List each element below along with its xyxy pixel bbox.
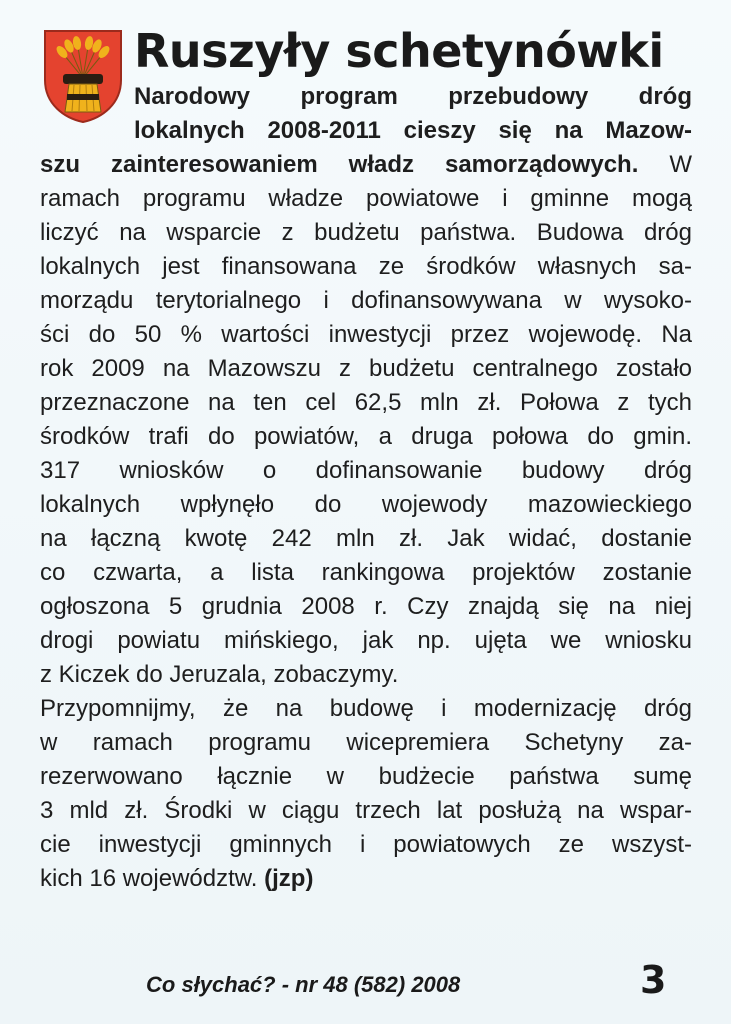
lead-end-line <box>40 148 692 182</box>
body-line <box>40 488 692 522</box>
body-line <box>40 284 692 318</box>
body-line-text: lokalnych jest finansowana ze środków własnych sa- <box>40 253 692 280</box>
body-line <box>40 624 692 658</box>
body-line <box>40 250 692 284</box>
body-line <box>40 692 692 726</box>
body-line-text: cie inwestycji gminnych i powiatowych ze wszyst- <box>40 831 692 858</box>
body-line <box>40 556 692 590</box>
article-title: Ruszyły schetynówki <box>134 24 664 78</box>
body-line-text: z Kiczek do Jeruzala, zobaczymy. <box>40 661 399 688</box>
body-line-text: na łączną kwotę 242 mln zł. Jak widać, dostanie <box>40 525 692 552</box>
body-line-text: 3 mld zł. Środki w ciągu trzech lat posłużą na wspar- <box>40 797 692 824</box>
body-line <box>40 454 692 488</box>
body-line-text: drogi powiatu mińskiego, jak np. ujęta we wniosku <box>40 627 692 654</box>
lead-line: Narodowy program przebudowy dróg <box>134 83 692 110</box>
first-line-tail: W <box>638 151 692 178</box>
body-line <box>40 522 692 556</box>
body-line-text: 317 wniosków o dofinansowanie budowy dróg <box>40 457 692 484</box>
body-line <box>40 420 692 454</box>
body-line <box>40 216 692 250</box>
body-line-text: morządu terytorialnego i dofinansowywana w wysoko- <box>40 287 692 314</box>
body-line-text: środków trafi do powiatów, a druga połowa do gmin. <box>40 423 692 450</box>
coat-of-arms-icon <box>42 28 124 124</box>
lead-line: lokalnych 2008-2011 cieszy się na Mazow- <box>134 117 692 144</box>
body-line <box>40 352 692 386</box>
body-line-text: Przypomnijmy, że na budowę i modernizację dróg <box>40 695 692 722</box>
body-line <box>40 590 692 624</box>
body-line-text: liczyć na wsparcie z budżetu państwa. Budowa dróg <box>40 219 692 246</box>
body-line-text: ogłoszona 5 grudnia 2008 r. Czy znajdą się na niej <box>40 593 692 620</box>
body-line-text: w ramach programu wicepremiera Schetyny za- <box>40 729 692 756</box>
body-line <box>40 726 692 760</box>
body-line-text: ści do 50 % wartości inwestycji przez wojewodę. Na <box>40 321 692 348</box>
body-line <box>40 318 692 352</box>
publication-footer: Co słychać? - nr 48 (582) 2008 <box>146 972 461 997</box>
body-line <box>40 386 692 420</box>
body-line-text: co czwarta, a lista rankingowa projektów zostanie <box>40 559 692 586</box>
body-line <box>40 862 692 896</box>
body-line-text: ramach programu władze powiatowe i gminne mogą <box>40 185 692 212</box>
body-line-text: rok 2009 na Mazowszu z budżetu centralnego zostało <box>40 355 692 382</box>
body-line <box>40 828 692 862</box>
body-line-text: przeznaczone na ten cel 62,5 mln zł. Połowa z tych <box>40 389 692 416</box>
page-number: 3 <box>640 958 667 1002</box>
body-line-text: kich 16 województw. <box>40 865 258 892</box>
body-line <box>40 760 692 794</box>
body-line <box>40 182 692 216</box>
body-line <box>40 658 692 692</box>
body-line-text: lokalnych wpłynęło do wojewody mazowieckiego <box>40 491 692 518</box>
lead-end-text: szu zainteresowaniem władz samorządowych. <box>40 151 639 178</box>
body-line <box>40 794 692 828</box>
author-signature: (jzp) <box>264 865 314 892</box>
body-line-text: rezerwowano łącznie w budżecie państwa sumę <box>40 763 692 790</box>
